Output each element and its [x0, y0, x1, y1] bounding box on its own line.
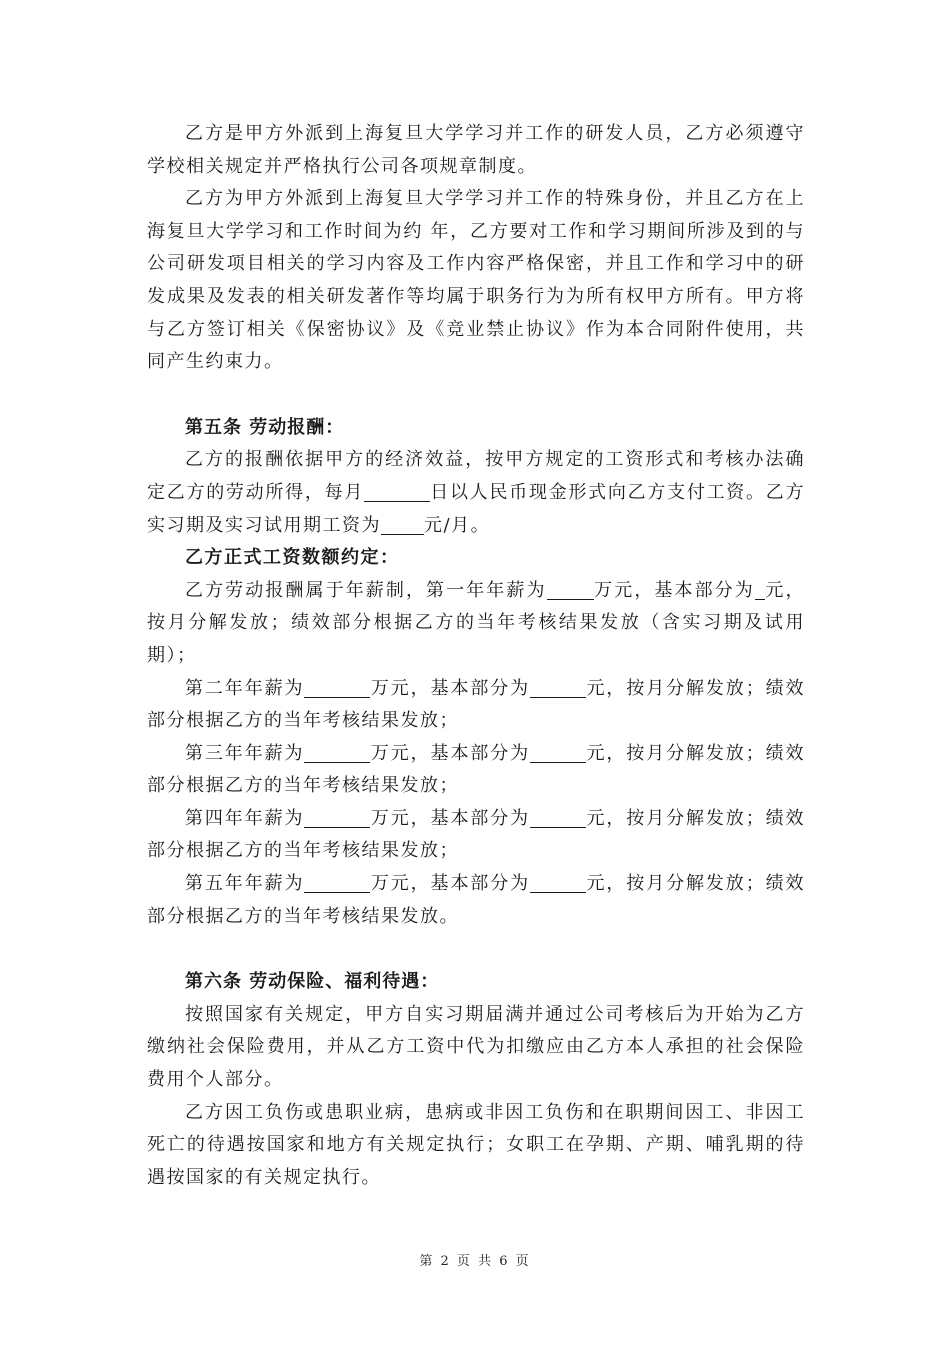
page-number-footer: 第 2 页 共 6 页 [419, 1254, 531, 1269]
paragraph-year-4-salary: 第四年年薪为 万元，基本部分为 元，按月分解发放；绩效部分根据乙方的当年考核结果发放； [147, 807, 806, 862]
formal-salary-subheading: 乙方正式工资数额约定： [185, 547, 400, 569]
paragraph-year-5-salary: 第五年年薪为 万元，基本部分为 元，按月分解发放；绩效部分根据乙方的当年考核结果发放。 [147, 873, 806, 927]
blank-year-3-annual[interactable] [304, 742, 370, 763]
blank-year-3-base[interactable] [530, 742, 586, 763]
paragraph-injury-benefits: 乙方因工负伤或患职业病，患病或非因工负伤和在职期间因工、非因工死亡的待遇按国家和地方有关规定执行；女职工在孕期、产期、哺乳期的待遇按国家的有关规定执行。 [147, 1101, 805, 1188]
paragraph-salary-basis: 乙方的报酬依据甲方的经济效益，按甲方规定的工资形式和考核办法确定乙方的劳动所得，每月 日以人民币现金形式向乙方支付工资。乙方实习期及实习试用期工资为 元/月。 [147, 449, 806, 536]
paragraph-social-insurance: 按照国家有关规定，甲方自实习期届满并通过公司考核后为开始为乙方缴纳社会保险费用，并从乙方工资中代为扣缴应由乙方本人承担的社会保险费用个人部分。 [147, 1003, 805, 1091]
article-5-heading: 第五条 劳动报酬： [185, 416, 345, 438]
blank-trial-salary[interactable] [381, 514, 424, 535]
blank-year-1-annual[interactable] [547, 579, 594, 600]
paragraph-researcher-status: 乙方是甲方外派到上海复旦大学学习并工作的研发人员，乙方必须遵守学校相关规定并严格执行公司各项规章制度。 [147, 123, 805, 177]
blank-year-5-base[interactable] [530, 872, 586, 893]
blank-year-4-annual[interactable] [304, 807, 370, 828]
paragraph-year-2-salary: 第二年年薪为 万元，基本部分为 元，按月分解发放；绩效部分根据乙方的当年考核结果发放； [147, 677, 806, 732]
paragraph-year-1-salary: 乙方劳动报酬属于年薪制，第一年年薪为 万元，基本部分为 元，按月分解发放；绩效部分根据乙方的当年考核结果发放（含实习期及试用期）； [147, 579, 806, 666]
blank-year-1-base[interactable] [755, 579, 765, 600]
paragraph-year-3-salary: 第三年年薪为 万元，基本部分为 元，按月分解发放；绩效部分根据乙方的当年考核结果发放； [147, 742, 806, 797]
blank-year-2-base[interactable] [530, 677, 586, 698]
article-6-heading: 第六条 劳动保险、福利待遇： [185, 971, 440, 993]
blank-year-5-annual[interactable] [304, 872, 370, 893]
section-gap [147, 933, 805, 966]
blank-year-2-annual[interactable] [304, 677, 370, 698]
blank-pay-day[interactable] [364, 481, 430, 502]
paragraph-confidentiality: 乙方为甲方外派到上海复旦大学学习并工作的特殊身份，并且乙方在上海复旦大学学习和工作时间为约 年，乙方要对工作和学习期间所涉及到的与公司研发项目相关的学习内容及工作内容严格保密，并且工作和学习中的研发成果及发表的相关研发著作等均属于职务行为为所有权甲方所有。甲方将与乙方签订相关《保密协议》及《竞业禁止协议》作为本合同附件使用，共同产生约束力。 [147, 188, 805, 373]
document-page [147, 118, 805, 1194]
section-gap [147, 379, 805, 412]
blank-year-4-base[interactable] [530, 807, 586, 828]
